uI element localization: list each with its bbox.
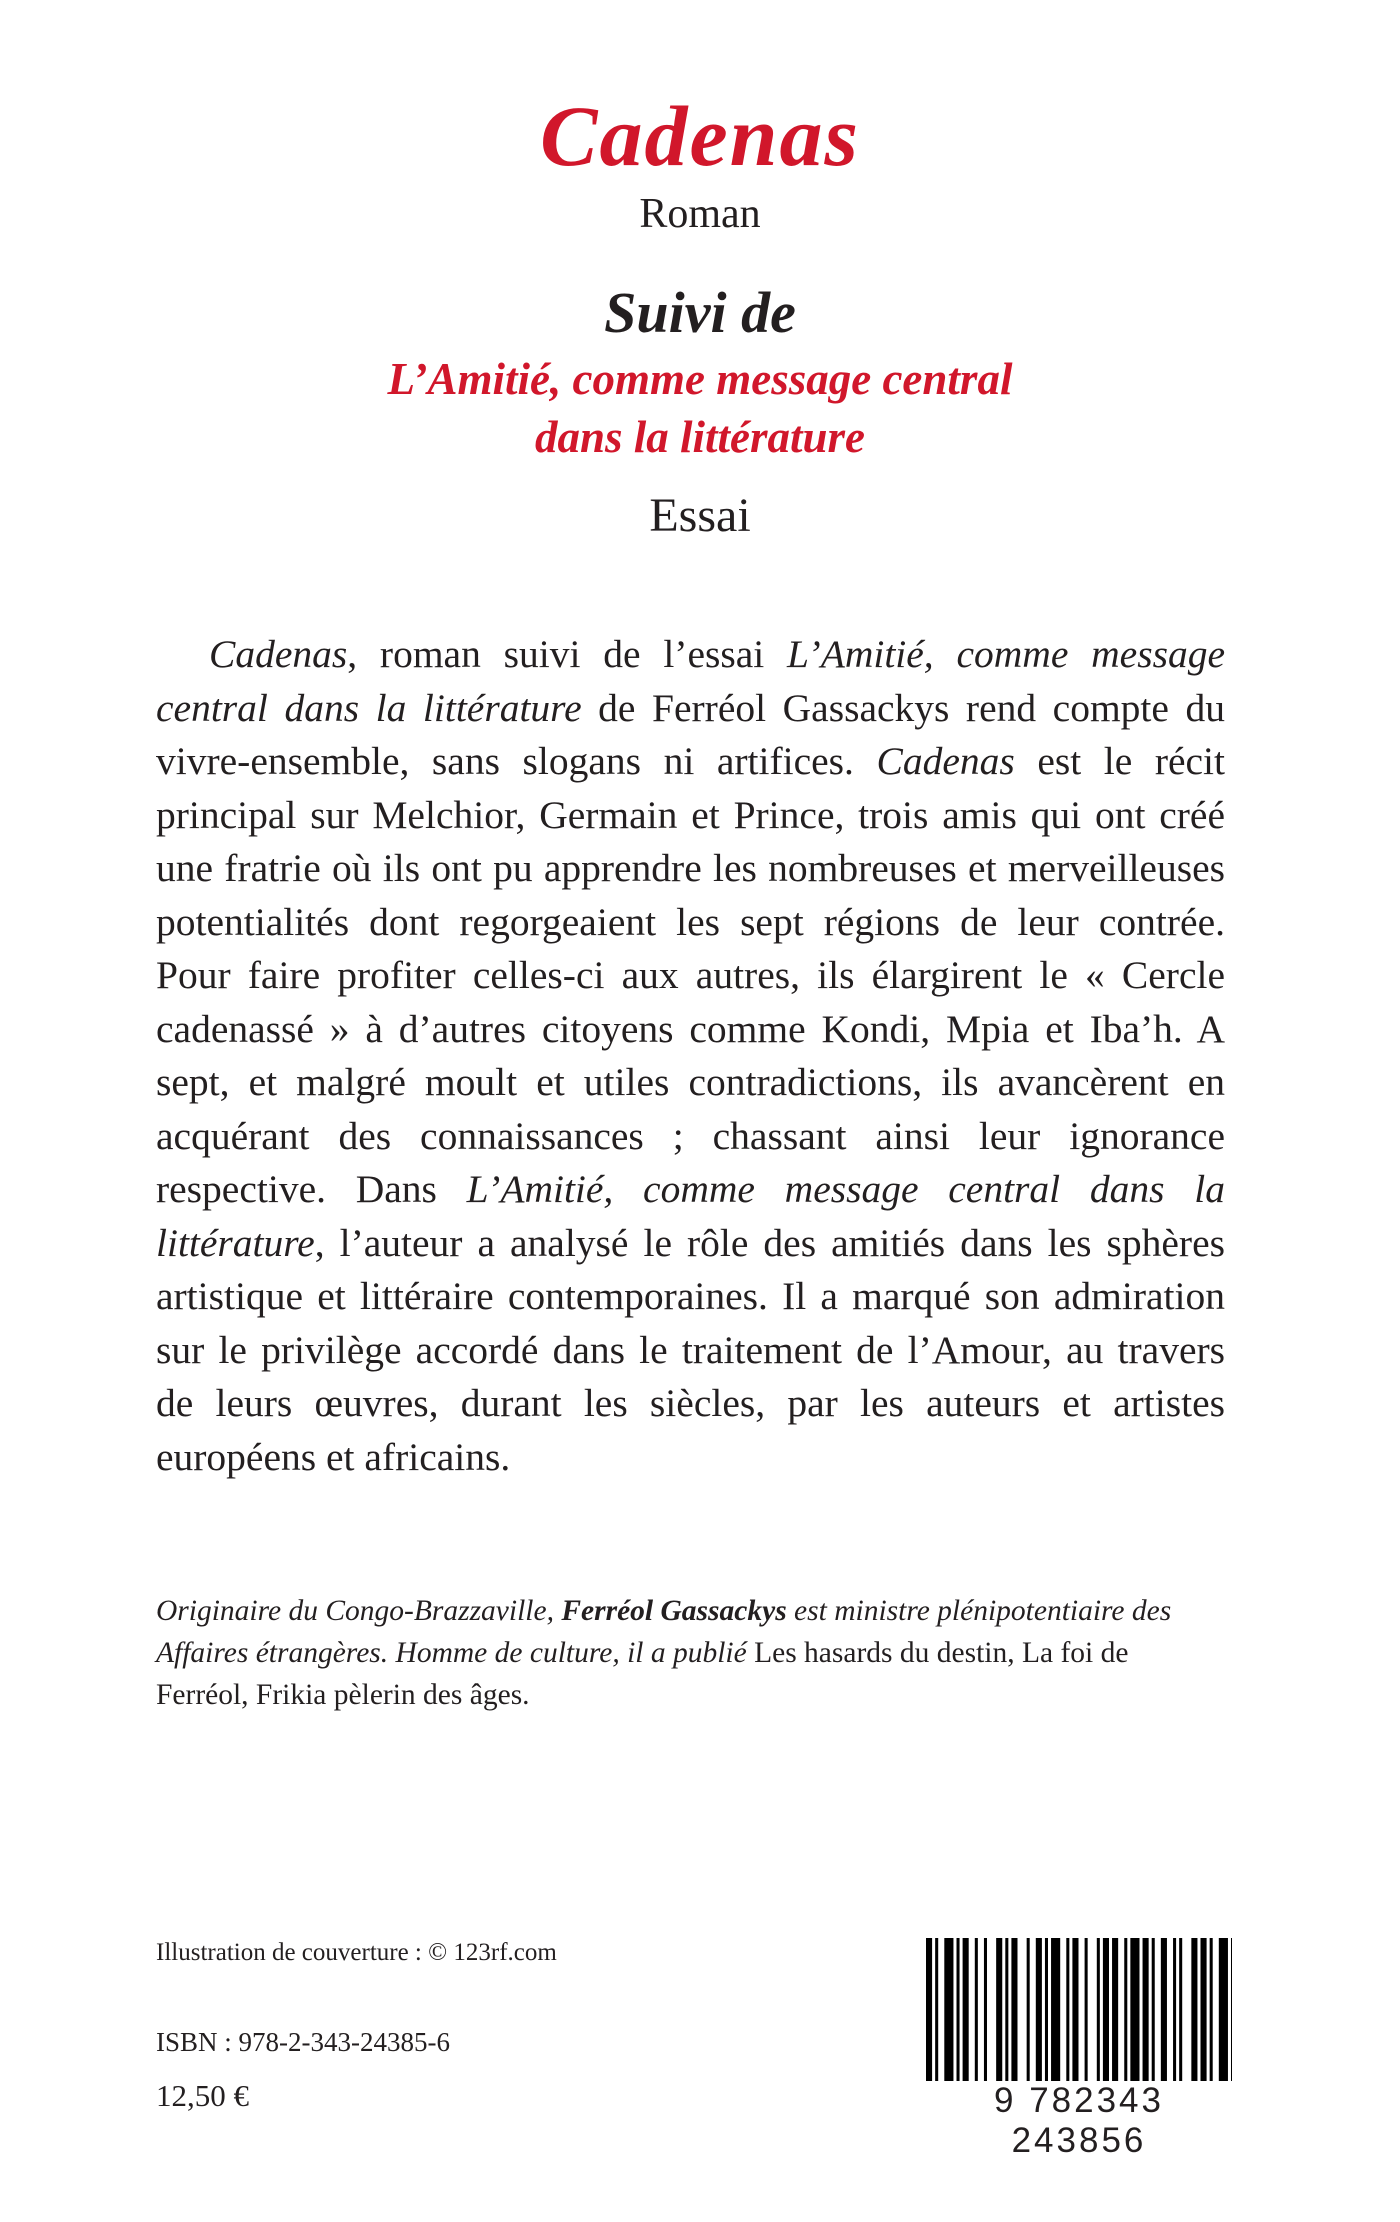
summary-paragraph [156, 628, 1225, 1484]
book-title: Cadenas [540, 88, 860, 184]
barcode-bar [1027, 1938, 1030, 2088]
barcode-bar [984, 1938, 987, 2088]
barcode-bar [1005, 1938, 1008, 2088]
barcode-bar [1066, 1938, 1069, 2088]
barcode-bar [1011, 1938, 1017, 2088]
summary-text: de Ferréol Gassackys rend compte du vivre-ensemble, sans slogans ni artifices. [156, 685, 1225, 783]
isbn-barcode [922, 1938, 1236, 2160]
barcode-bar [1045, 1938, 1048, 2088]
summary-text: , roman suivi de l’essai [347, 632, 788, 676]
author-name: Ferréol Gassackys [561, 1595, 787, 1627]
barcode-bar [1143, 1938, 1149, 2088]
barcode-bar [1191, 1938, 1197, 2088]
bio-text: est ministre plénipotentiaire des Affaires étrangères. Homme de culture, il a publié [156, 1595, 1172, 1669]
followed-by-label: Suivi de [604, 280, 796, 345]
summary-essay-title: L’Amitié, comme message central dans la littérature [156, 632, 1225, 730]
barcode-bar [996, 1938, 1002, 2088]
barcode-bar [935, 1938, 938, 2088]
essay-title-line-1: L’Amitié, comme message central [387, 354, 1013, 404]
summary-text: est le récit principal sur Melchior, Germain et Prince, trois amis qui ont créé une fratrie où ils ont pu apprendre les nombreuses et merveilleuses potentialités dont regorgeaient les sept régions de leur contrée. Pour faire profiter celles-ci aux autres, ils élargirent le « Cercle cadenassé » à d’autres citoyens comme Kondi, Mpia et Iba’h. A sept, et malgré moult et utiles contradictions, ils avancèrent en acquérant des connaissances ; chassant ainsi leur ignorance respective. Dans [156, 739, 1225, 1211]
barcode-bar [1103, 1938, 1109, 2088]
barcode-bar [1051, 1938, 1060, 2088]
summary-novel-title: Cadenas [876, 739, 1015, 783]
barcode-bar [1072, 1938, 1078, 2088]
summary-essay-title: L’Amitié, comme message central dans la littérature [156, 1167, 1225, 1265]
barcode-bar [1085, 1938, 1088, 2088]
price: 12,50 € [156, 2078, 249, 2113]
barcode-bar [975, 1938, 978, 2088]
summary-text: , l’auteur a analysé le rôle des amitiés dans les sphères artistique et littéraire contemporaines. Il a marqué son admiration sur le privilège accordé dans le traitement de l’Amour, au travers de leurs œuvres, durant les siècles, par les auteurs et artistes européens et africains. [156, 1220, 1225, 1479]
bio-books-list: Les hasards du destin, La foi de Ferréol, Frikia pèlerin des âges. [156, 1637, 1129, 1711]
barcode-bar [1112, 1938, 1118, 2088]
barcode-bar [1201, 1938, 1207, 2088]
barcode-bar [1210, 1938, 1213, 2088]
barcode-bar [1179, 1938, 1182, 2088]
barcode-bar [1036, 1938, 1042, 2088]
author-bio [156, 1590, 1225, 1716]
genre-label-roman: Roman [639, 191, 761, 237]
bio-text: Originaire du Congo-Brazzaville, [156, 1595, 562, 1627]
barcode-bar [944, 1938, 953, 2088]
barcode-bar [1130, 1938, 1139, 2088]
essay-title-line-2: dans la littérature [534, 412, 866, 462]
barcode-bar [1231, 1938, 1232, 2088]
summary-novel-title: Cadenas [209, 632, 348, 676]
barcode-bar [1097, 1938, 1100, 2088]
barcode-bar [1219, 1938, 1228, 2088]
essay-title [0, 350, 1400, 466]
barcode-bar [1124, 1938, 1127, 2088]
barcode-bar [1152, 1938, 1155, 2088]
cover-illustration-credit: Illustration de couverture : © 123rf.com [156, 1939, 557, 1966]
genre-label-essai: Essai [649, 489, 751, 542]
barcode-bar [926, 1938, 932, 2088]
barcode-bar [1161, 1938, 1167, 2088]
barcode-bar [963, 1938, 969, 2088]
barcode-bar [957, 1938, 960, 2088]
barcode-bar [1173, 1938, 1176, 2088]
isbn: ISBN : 978-2-343-24385-6 [156, 2027, 450, 2057]
barcode-digits: 9 782343 243856 [922, 2081, 1236, 2161]
